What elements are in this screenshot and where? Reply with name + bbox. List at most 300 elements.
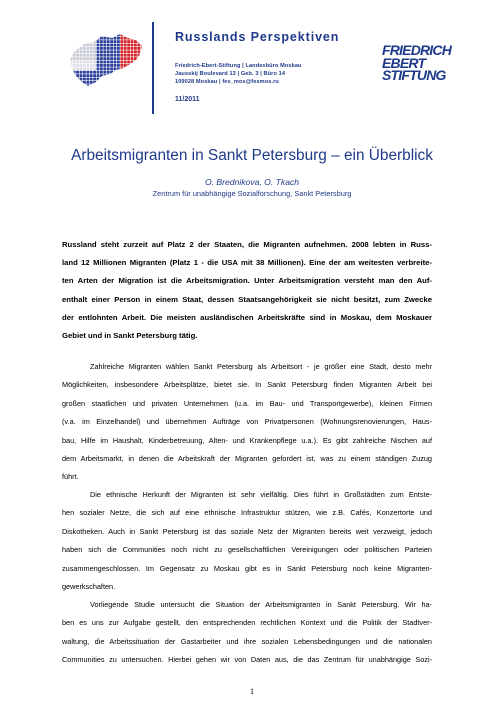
- map-dot: [124, 61, 127, 64]
- map-dot: [69, 54, 72, 57]
- map-dot: [141, 30, 144, 33]
- map-dot: [86, 54, 89, 57]
- map-dot: [131, 40, 134, 43]
- map-dot: [117, 88, 120, 90]
- map-dot: [69, 61, 72, 64]
- map-dot: [120, 71, 123, 74]
- map-dot: [120, 88, 123, 90]
- abstract-line: ten Arten der Migration ist die Arbeitsmigration. Unter Arbeitsmigration versteht man den Auf-: [62, 276, 432, 286]
- map-dot: [134, 78, 137, 81]
- map-dot: [103, 64, 106, 67]
- map-dot: [114, 61, 117, 64]
- header-divider: [152, 22, 154, 114]
- map-dot: [134, 64, 137, 67]
- map-dot: [100, 67, 103, 70]
- map-dot: [137, 84, 140, 87]
- map-dot: [86, 74, 89, 77]
- map-dot: [103, 57, 106, 60]
- body-line: Communities zu untersuchen. Hierbei gehen wir von Daten aus, die das Zentrum für unabhängige Sozi-: [62, 655, 432, 665]
- map-dot: [80, 67, 83, 70]
- map-dot: [69, 78, 72, 81]
- map-dot: [93, 67, 96, 70]
- map-dot: [131, 74, 134, 77]
- map-dot: [131, 54, 134, 57]
- map-dot: [69, 33, 72, 36]
- map-dot: [137, 61, 140, 64]
- map-dot: [110, 47, 113, 50]
- map-dot: [83, 30, 86, 33]
- map-dot: [141, 37, 144, 40]
- map-dot: [73, 88, 76, 90]
- map-dot: [110, 30, 113, 33]
- map-dot: [120, 64, 123, 67]
- map-dot: [83, 54, 86, 57]
- map-dot: [124, 33, 127, 36]
- map-dot: [76, 64, 79, 67]
- map-dot: [100, 30, 103, 33]
- map-dot: [73, 40, 76, 43]
- map-dot: [114, 64, 117, 67]
- map-dot: [137, 64, 140, 67]
- map-dot: [80, 88, 83, 90]
- map-dot: [97, 61, 100, 64]
- map-dot: [124, 81, 127, 84]
- map-dot: [110, 74, 113, 77]
- map-dot: [134, 84, 137, 87]
- map-dot: [66, 88, 69, 90]
- map-dot: [97, 78, 100, 81]
- map-dot: [103, 33, 106, 36]
- map-dot: [114, 88, 117, 90]
- map-dot: [103, 40, 106, 43]
- map-dot: [103, 81, 106, 84]
- map-dot: [100, 40, 103, 43]
- body-line: Diskotheken. Auch in Sankt Petersburg ist das soziale Netz der Migranten bereits weit verzweigt, jedoch: [62, 526, 432, 536]
- map-dot: [100, 71, 103, 74]
- map-dot: [73, 54, 76, 57]
- map-dot: [73, 78, 76, 81]
- map-dot: [114, 81, 117, 84]
- map-dot: [76, 54, 79, 57]
- map-dot: [93, 47, 96, 50]
- map-dot: [90, 74, 93, 77]
- map-dot: [69, 57, 72, 60]
- fes-logo: [382, 44, 451, 82]
- body-line: dem Arbeitsmarkt, in denen die Arbeitskraft der Migranten gefordert ist, was zu einem ständigen Zuzug: [62, 454, 432, 464]
- map-dot: [110, 81, 113, 84]
- map-dot: [120, 61, 123, 64]
- map-dot: [90, 61, 93, 64]
- map-dot: [120, 33, 123, 36]
- map-dot: [76, 40, 79, 43]
- map-dot: [134, 47, 137, 50]
- map-dot: [114, 30, 117, 33]
- map-dot: [76, 74, 79, 77]
- map-dot: [124, 54, 127, 57]
- map-dot: [86, 44, 89, 47]
- body-line: Vorliegende Studie untersucht die Situation der Arbeitsmigranten in Sankt Petersburg. Wir ha-: [90, 600, 432, 609]
- map-dot: [137, 37, 140, 40]
- map-dot: [141, 54, 144, 57]
- paragraph-2: [62, 486, 432, 596]
- map-dot: [134, 44, 137, 47]
- map-dot: [124, 64, 127, 67]
- map-dot: [100, 84, 103, 87]
- office-line: Friedrich-Ebert-Stiftung | Landesbüro Moskau: [175, 63, 302, 69]
- map-dot: [137, 30, 140, 33]
- map-dot: [107, 47, 110, 50]
- map-dot: [141, 71, 144, 74]
- map-dot: [69, 67, 72, 70]
- map-dot: [86, 81, 89, 84]
- map-dot: [127, 44, 130, 47]
- map-dot: [110, 54, 113, 57]
- map-dot: [100, 61, 103, 64]
- body-line: Die ethnische Herkunft der Migranten ist sehr vielfältig. Dies führt in Großstädten zum Entste-: [90, 490, 432, 499]
- map-dot: [134, 88, 137, 90]
- map-dot: [100, 37, 103, 40]
- map-dot: [131, 81, 134, 84]
- map-dot: [86, 30, 89, 33]
- map-dot: [66, 64, 69, 67]
- map-dot: [131, 64, 134, 67]
- body-line: großen staatlichen und privaten Unternehmen (u.a. im Bau- und Transportgewerbe), kleinen Firmen: [62, 398, 432, 408]
- map-dot: [120, 81, 123, 84]
- map-dot: [114, 84, 117, 87]
- map-dot: [93, 81, 96, 84]
- map-dot: [69, 47, 72, 50]
- map-dot: [131, 50, 134, 53]
- map-dot: [117, 44, 120, 47]
- map-dot: [97, 33, 100, 36]
- map-dot: [90, 40, 93, 43]
- map-dot: [80, 40, 83, 43]
- map-dot: [107, 88, 110, 90]
- map-dot: [131, 71, 134, 74]
- map-dot: [76, 61, 79, 64]
- map-dot: [124, 88, 127, 90]
- map-dot: [100, 74, 103, 77]
- map-dot: [80, 57, 83, 60]
- map-dot: [114, 57, 117, 60]
- map-dot: [93, 78, 96, 81]
- map-dot: [86, 88, 89, 90]
- map-dot: [97, 30, 100, 33]
- map-dot: [110, 57, 113, 60]
- map-dot: [80, 33, 83, 36]
- map-dot: [66, 81, 69, 84]
- map-dot: [103, 30, 106, 33]
- map-dot: [131, 57, 134, 60]
- office-line: Jausskij Boulevard 13 | Geb. 3 | Büro 14: [175, 71, 286, 78]
- map-dot: [93, 37, 96, 40]
- map-dot: [73, 71, 76, 74]
- map-dot: [107, 71, 110, 74]
- map-dot: [83, 44, 86, 47]
- map-dot: [120, 40, 123, 43]
- map-dot: [93, 54, 96, 57]
- document-title: Arbeitsmigranten in Sankt Petersburg – ein Überblick: [71, 147, 433, 164]
- map-dot: [131, 84, 134, 87]
- map-dot: [76, 50, 79, 53]
- map-dot: [93, 71, 96, 74]
- map-dot: [124, 74, 127, 77]
- abstract-line: Gebiet und in Sankt Petersburg tätig.: [62, 331, 198, 341]
- map-dot: [90, 37, 93, 40]
- map-dot: [103, 37, 106, 40]
- map-dot: [103, 67, 106, 70]
- map-dot: [73, 30, 76, 33]
- map-dot: [110, 64, 113, 67]
- map-dot: [137, 71, 140, 74]
- map-dot: [100, 57, 103, 60]
- map-dot: [66, 33, 69, 36]
- map-dot: [73, 61, 76, 64]
- map-dot: [124, 67, 127, 70]
- map-dot: [69, 88, 72, 90]
- body-line: waltung, die Arbeitssituation der Gastarbeiter und ihre sozialen Lebensbedingungen und die nationalen: [62, 636, 432, 646]
- map-dot: [120, 30, 123, 33]
- map-dot: [117, 81, 120, 84]
- map-dot: [97, 44, 100, 47]
- map-dot: [134, 40, 137, 43]
- map-dot: [100, 64, 103, 67]
- map-dot: [127, 74, 130, 77]
- map-dot: [137, 33, 140, 36]
- map-dot: [76, 44, 79, 47]
- issue-number: 11/2011: [175, 96, 200, 103]
- map-dot: [124, 44, 127, 47]
- map-dot: [66, 74, 69, 77]
- map-dot: [76, 67, 79, 70]
- map-dot: [127, 71, 130, 74]
- map-dot: [83, 33, 86, 36]
- map-dot: [80, 50, 83, 53]
- map-dot: [107, 54, 110, 57]
- map-dot: [86, 64, 89, 67]
- map-dot: [117, 40, 120, 43]
- map-dot: [76, 84, 79, 87]
- map-dot: [131, 61, 134, 64]
- map-dot: [83, 88, 86, 90]
- map-dot: [114, 78, 117, 81]
- map-dot: [97, 71, 100, 74]
- map-dot: [83, 61, 86, 64]
- map-dot: [107, 78, 110, 81]
- map-dot: [100, 88, 103, 90]
- page-number: 1: [249, 686, 255, 696]
- map-dot: [100, 54, 103, 57]
- map-dot: [127, 64, 130, 67]
- map-dot: [73, 44, 76, 47]
- map-dot: [134, 30, 137, 33]
- map-dot: [76, 33, 79, 36]
- map-dot: [103, 54, 106, 57]
- map-dot: [127, 88, 130, 90]
- map-dot: [110, 78, 113, 81]
- map-dot: [107, 44, 110, 47]
- map-dot: [117, 71, 120, 74]
- paragraph-1: [62, 358, 432, 487]
- abstract-line: Russland steht zurzeit auf Platz 2 der Staaten, die Migranten aufnehmen. 2008 lebten in Russ-: [62, 240, 432, 249]
- map-dot: [97, 54, 100, 57]
- body-line: ben es uns zur Aufgabe gestellt, den entsprechenden rechtlichen Kontext und die Politik der Stadtver-: [62, 618, 432, 628]
- map-dot: [83, 47, 86, 50]
- map-dot: [117, 78, 120, 81]
- map-dot: [107, 50, 110, 53]
- map-dot: [83, 67, 86, 70]
- map-dot: [137, 57, 140, 60]
- map-dot: [93, 88, 96, 90]
- map-dot: [86, 84, 89, 87]
- map-dot: [137, 54, 140, 57]
- map-dot: [124, 30, 127, 33]
- map-dot: [134, 71, 137, 74]
- map-dot: [141, 61, 144, 64]
- map-dot: [120, 78, 123, 81]
- map-dot: [86, 61, 89, 64]
- map-dot: [83, 81, 86, 84]
- map-dot: [66, 47, 69, 50]
- map-dot: [117, 54, 120, 57]
- map-dot: [76, 30, 79, 33]
- map-dot: [69, 44, 72, 47]
- map-dot: [134, 61, 137, 64]
- body-line: haben sich die Communities noch nicht zu gesellschaftlichen Vereinigungen oder politischen Parteien: [62, 545, 432, 555]
- map-dot: [76, 78, 79, 81]
- map-dot: [134, 57, 137, 60]
- map-dot: [73, 81, 76, 84]
- map-dot: [127, 33, 130, 36]
- map-dot: [93, 50, 96, 53]
- map-dot: [114, 74, 117, 77]
- map-dot: [73, 74, 76, 77]
- map-dot: [107, 57, 110, 60]
- map-dot: [141, 74, 144, 77]
- map-dot: [90, 84, 93, 87]
- map-dot: [103, 47, 106, 50]
- map-dot: [137, 67, 140, 70]
- map-dot: [100, 81, 103, 84]
- map-dot: [120, 74, 123, 77]
- map-dot: [134, 67, 137, 70]
- map-dot: [90, 88, 93, 90]
- map-dot: [86, 78, 89, 81]
- map-dot: [83, 37, 86, 40]
- map-dot: [97, 37, 100, 40]
- map-dot: [103, 71, 106, 74]
- map-dot: [93, 33, 96, 36]
- map-dot: [127, 37, 130, 40]
- map-dot: [90, 67, 93, 70]
- map-dot: [69, 84, 72, 87]
- body-line: zusammengeschlossen. Im Gegensatz zu Moskau gibt es in Sankt Petersburg noch keine Migranten-: [62, 563, 432, 573]
- map-dot: [93, 30, 96, 33]
- map-dot: [90, 71, 93, 74]
- map-dot: [127, 54, 130, 57]
- map-dot: [97, 88, 100, 90]
- map-dot: [107, 84, 110, 87]
- map-dot: [73, 47, 76, 50]
- map-dot: [90, 81, 93, 84]
- map-dot: [107, 37, 110, 40]
- map-dot: [90, 33, 93, 36]
- map-dot: [93, 84, 96, 87]
- map-dot: [141, 81, 144, 84]
- map-dot: [124, 47, 127, 50]
- map-dot: [76, 88, 79, 90]
- map-dot: [134, 50, 137, 53]
- map-dot: [137, 81, 140, 84]
- map-dot: [69, 40, 72, 43]
- map-dot: [76, 37, 79, 40]
- map-dot: [73, 67, 76, 70]
- map-dot: [117, 61, 120, 64]
- map-dot: [124, 57, 127, 60]
- map-dot: [93, 44, 96, 47]
- map-dot: [69, 64, 72, 67]
- map-dot: [83, 71, 86, 74]
- map-dot: [120, 57, 123, 60]
- map-dot: [97, 40, 100, 43]
- map-dot: [73, 84, 76, 87]
- map-dot: [110, 33, 113, 36]
- map-dot: [134, 54, 137, 57]
- map-dot: [97, 57, 100, 60]
- map-dot: [90, 50, 93, 53]
- map-dot: [117, 84, 120, 87]
- map-dot: [131, 30, 134, 33]
- map-dot: [110, 61, 113, 64]
- office-address: [175, 62, 302, 87]
- map-dot: [66, 54, 69, 57]
- map-dot: [134, 81, 137, 84]
- map-dot: [100, 78, 103, 81]
- map-dot: [124, 84, 127, 87]
- map-dot: [86, 57, 89, 60]
- map-dot: [69, 71, 72, 74]
- map-dot: [73, 37, 76, 40]
- map-dot: [120, 84, 123, 87]
- map-dot: [124, 78, 127, 81]
- map-dot: [100, 50, 103, 53]
- map-dot: [90, 47, 93, 50]
- map-dot: [107, 64, 110, 67]
- paragraph-3: [62, 596, 432, 670]
- map-dot: [114, 33, 117, 36]
- map-dot: [90, 57, 93, 60]
- map-dot: [76, 57, 79, 60]
- map-dot: [73, 57, 76, 60]
- body-line: führt.: [62, 472, 79, 482]
- map-dot: [107, 30, 110, 33]
- map-dot: [80, 47, 83, 50]
- map-dot: [137, 88, 140, 90]
- fes-logo-line: EBERT: [382, 54, 426, 71]
- map-dot: [137, 44, 140, 47]
- map-dot: [83, 74, 86, 77]
- map-dot: [114, 47, 117, 50]
- map-dot: [131, 88, 134, 90]
- map-dot: [83, 78, 86, 81]
- map-dot: [134, 37, 137, 40]
- map-dot: [110, 40, 113, 43]
- map-dot: [86, 67, 89, 70]
- body-line: hen sozialer Netze, die sich auf eine ethnische Infrastruktur stützen, wie z.B. Cafés, Konzertorte und: [62, 508, 432, 518]
- map-dot: [93, 74, 96, 77]
- map-dot: [120, 50, 123, 53]
- map-dot: [80, 64, 83, 67]
